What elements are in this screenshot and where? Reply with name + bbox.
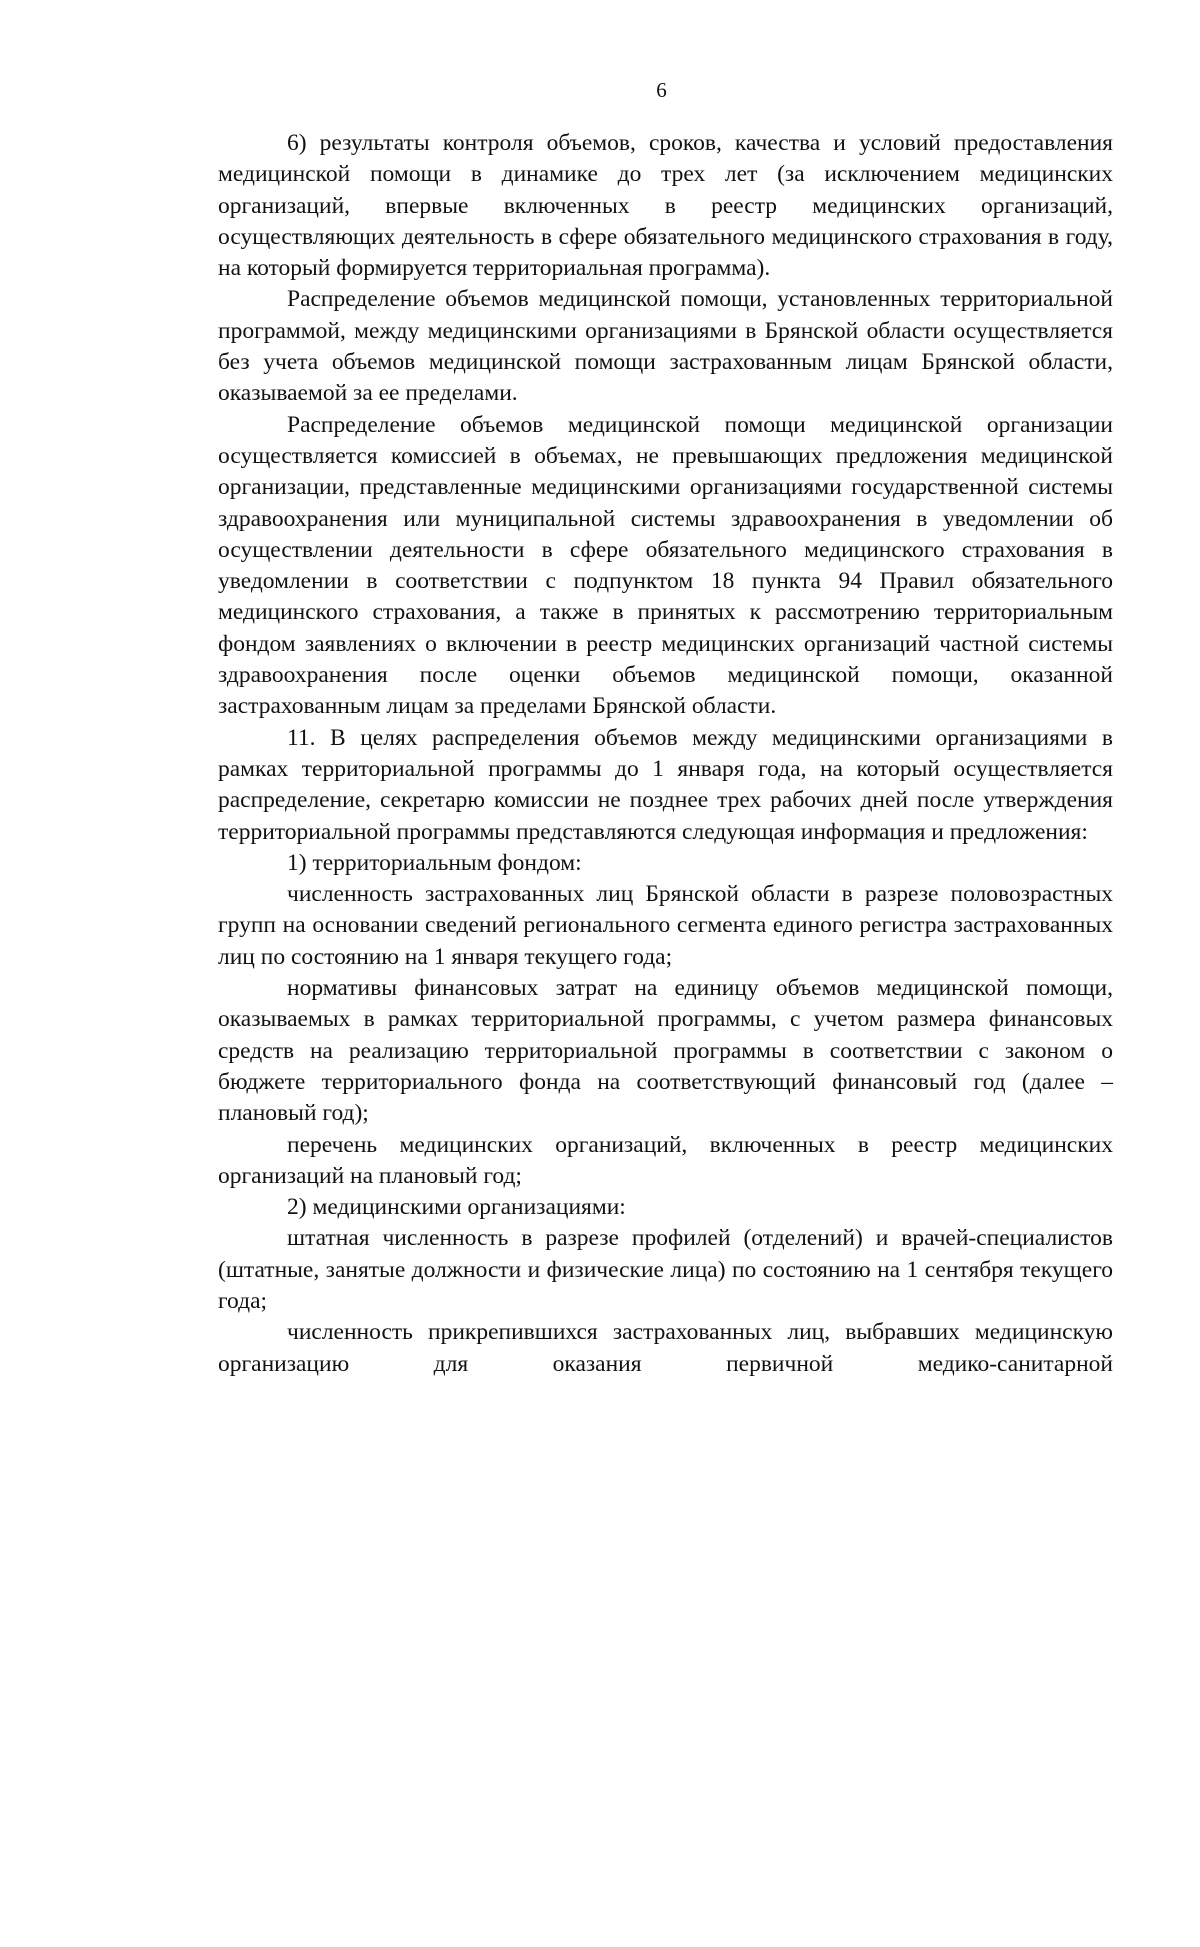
paragraph-clause-11: 11. В целях распределения объемов между медицинскими организациями в рамках территориальной программы до 1 января года, на который осуществляется распределение, секретарю комиссии не позднее трех рабочих дней после утверждения территориальной программы представляются следующая информация и предложения: <box>218 724 1113 845</box>
document-body <box>218 128 1113 1380</box>
paragraph-item-6-results: 6) результаты контроля объемов, сроков, качества и условий предоставления медицинской помощи в динамике до трех лет (за исключением медицинских организаций, впервые включенных в реестр медицинских организаций, осуществляющих деятельность в сфере обязательного медицинского страхования в году, на который формируется территориальная программа). <box>218 130 1113 282</box>
paragraph-territorial-fund: 1) территориальным фондом: <box>287 849 582 876</box>
paragraph-insured-count: численность застрахованных лиц Брянской области в разрезе половозрастных групп на основании сведений регионального сегмента единого регистра застрахованных лиц по состоянию на 1 января текущего года; <box>218 881 1113 970</box>
page-number: 6 <box>656 78 667 102</box>
paragraph-staff-count: штатная численность в разрезе профилей (отделений) и врачей-специалистов (штатные, занятые должности и физические лица) по состоянию на 1 сентября текущего года; <box>218 1225 1113 1314</box>
paragraph-attached-insured: численность прикрепившихся застрахованных лиц, выбравших медицинскую организацию для оказания первичной медико-санитарной <box>218 1319 1113 1377</box>
paragraph-medical-orgs: 2) медицинскими организациями: <box>287 1194 626 1221</box>
paragraph-financial-norms: нормативы финансовых затрат на единицу объемов медицинской помощи, оказываемых в рамках территориальной программы, с учетом размера финансовых средств на реализацию территориальной программы в соответствии с законом о бюджете территориального фонда на соответствующий финансовый год (далее – плановый год); <box>218 975 1113 1127</box>
paragraph-org-list: перечень медицинских организаций, включенных в реестр медицинских организаций на плановый год; <box>218 1131 1113 1189</box>
paragraph-distribution-volumes: Распределение объемов медицинской помощи, установленных территориальной программой, между медицинскими организациями в Брянской области осуществляется без учета объемов медицинской помощи застрахованным лицам Брянской области, оказываемой за ее пределами. <box>218 286 1113 407</box>
paragraph-distribution-commission: Распределение объемов медицинской помощи медицинской организации осуществляется комиссией в объемах, не превышающих предложения медицинской организации, представленные медицинскими организациями государственной системы здравоохранения или муниципальной системы здравоохранения в уведомлении об осуществлении деятельности в сфере обязательного медицинского страхования в уведомлении в соответствии с подпунктом 18 пункта 94 Правил обязательного медицинского страхования, а также в принятых к рассмотрению территориальным фондом заявлениях о включении в реестр медицинских организаций частной системы здравоохранения после оценки объемов медицинской помощи, оказанной застрахованным лицам за пределами Брянской области. <box>218 411 1113 720</box>
